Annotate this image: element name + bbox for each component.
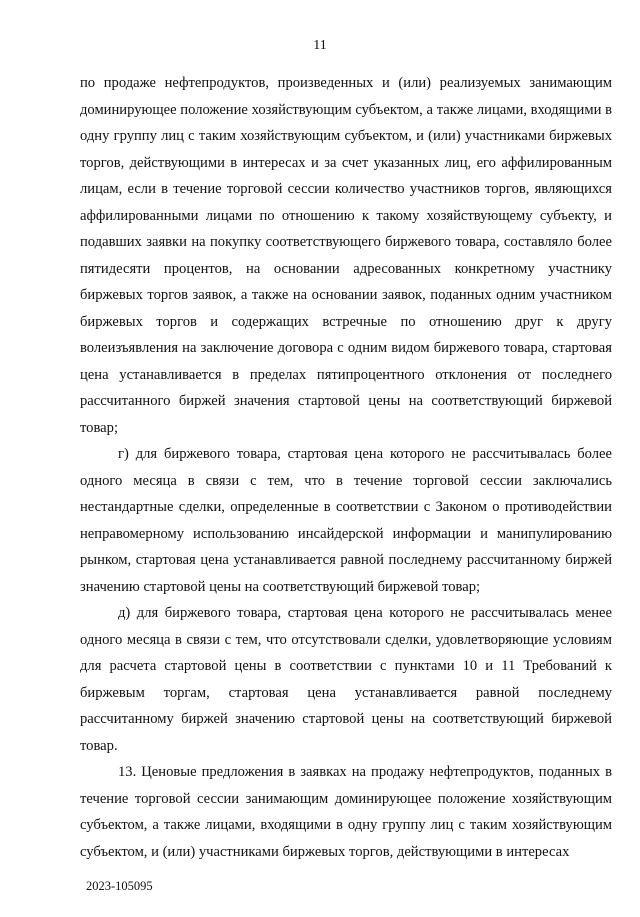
paragraph-item-13: 13. Ценовые предложения в заявках на продажу нефтепродуктов, поданных в течение торговой сессии занимающим доминирующее положение хозяйствующим субъектом, а также лицами, входящими в одну группу лиц с таким хозяйствующим субъектом, и (или) участниками биржевых торгов, действующими в интересах [80, 764, 612, 860]
paragraph-item-g: г) для биржевого товара, стартовая цена которого не рассчитывалась более одного месяца в связи с тем, что в течение торговой сессии заключались нестандартные сделки, определенные в соответствии с Законом о противодействии неправомерному использованию инсайдерской информации и манипулированию рынком, стартовая цена устанавливается равной последнему рассчитанному биржей значению стартовой цены на соответствующий биржевой товар; [80, 446, 612, 595]
paragraph-continuation: по продаже нефтепродуктов, произведенных и (или) реализуемых занимающим доминирующее положение хозяйствующим субъектом, а также лицами, входящими в одну группу лиц с таким хозяйствующим субъектом, и (или) участниками биржевых торгов, действующими в интересах и за счет указанных лиц, его аффилированным лицам, если в течение торговой сессии количество участников торгов, являющихся аффилированными лицами по отношению к такому хозяйствующему субъекту, и подавших заявки на покупку соответствующего биржевого товара, составляло более пятидесяти процентов, на основании адресованных конкретному участнику биржевых торгов заявок, а также на основании заявок, поданных одним участником биржевых торгов и содержащих встречные по отношению друг к другу волеизъявления на заключение договора с одним видом биржевого товара, стартовая цена устанавливается в пределах пятипроцентного отклонения от последнего рассчитанного биржей значения стартовой цены на соответствующий биржевой товар; [80, 75, 612, 436]
document-body [80, 70, 612, 865]
paragraph-item-d: д) для биржевого товара, стартовая цена которого не рассчитывалась менее одного месяца в связи с тем, что отсутствовали сделки, удовлетворяющие условиям для расчета стартовой цены в соответствии с пунктами 10 и 11 Требований к биржевым торгам, стартовая цена устанавливается равной последнему рассчитанному биржей значению стартовой цены на соответствующий биржевой товар. [80, 605, 612, 754]
page-number: 11 [313, 38, 327, 53]
document-code: 2023-105095 [86, 879, 153, 893]
